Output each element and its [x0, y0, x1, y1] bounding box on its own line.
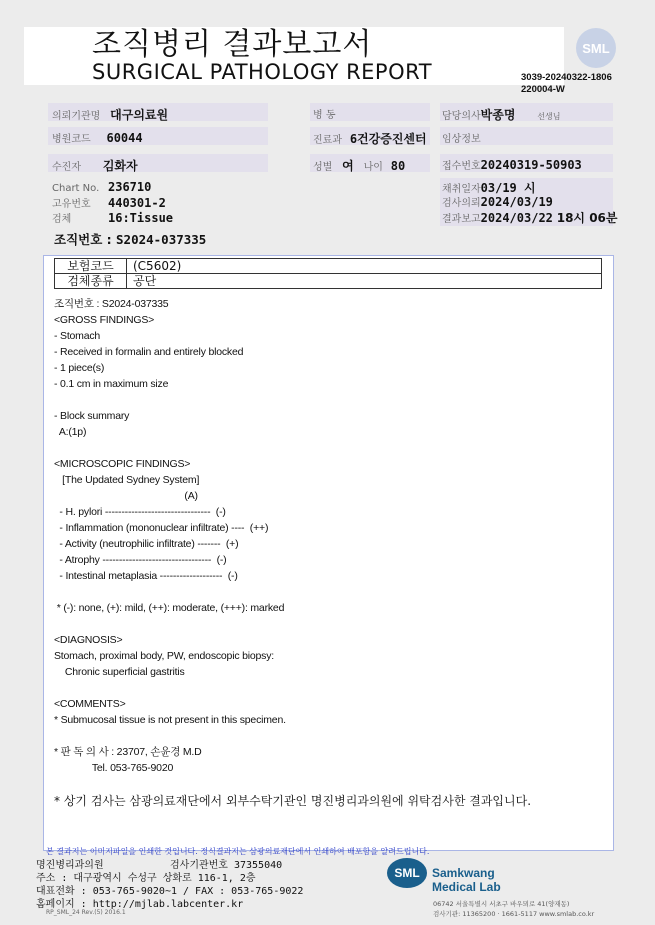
receipt-value: 20240319-50903 — [480, 158, 582, 172]
insurance-code-label: 보험코드 — [55, 259, 127, 274]
report-title-english: SURGICAL PATHOLOGY REPORT — [92, 60, 433, 84]
tissue-number: 조직번호 : S2024-037335 — [54, 232, 207, 247]
lab-address: 주소 : 대구광역시 수성구 상화로 116-1, 2층 — [36, 873, 256, 884]
clinical-info-field: 임상정보 — [442, 134, 481, 145]
lab-phone: 대표전화 : 053-765-9020~1 / FAX : 053-765-9022 — [36, 886, 304, 897]
doctor-field: 담당의사박종명 선생님 — [442, 108, 561, 122]
collect-date-field: 채취일자03/19 시 — [442, 181, 536, 195]
document-id: 3039-20240322-1806 220004-W — [521, 72, 612, 95]
chart-no-field: Chart No. 236710 — [52, 180, 152, 194]
patient-name-field: 수진자 김화자 — [52, 159, 138, 173]
report-title-korean: 조직병리 결과보고서 — [92, 27, 373, 62]
form-code: RP_SML_24 Rev.(5) 2016.1 — [46, 909, 126, 916]
unique-no-field: 고유번호 440301-2 — [52, 196, 166, 210]
print-warning: 본 결과지는 이미지파일을 인쇄한 것입니다. 정식결과지는 삼광의료재단에서 인쇄하여 배포함을 알려드립니다. — [46, 847, 430, 856]
insurance-table — [54, 258, 602, 289]
report-body: 조직번호 : S2024-037335 <GROSS FINDINGS> - Stomach - Received in formalin and entirely blocked - 1 piece(s) - 0.1 cm in maximum size - Block summary A:(1p) <MICROSCOPIC FINDINGS> [The Updated Sydney System] (A) - H. pylori -------------------------------- (-) - Inflammation (mononuclear infiltrate) ---- (++) - Activity (neutrophilic infiltrate) ------- (+) - Atrophy --------------------------------- (-) - Intestinal metaplasia ------------------- (-) * (-): none, (+): mild, (++): moderate, (+++): marked <DIAGNOSIS> Stomach, proximal body, PW, endoscopic biopsy: Chronic superficial gastritis <COMMENTS> * Submucosal tissue is not present in this specimen. * 판 독 의 사 : 23707, 손윤경 M.D Tel. 053-765-9020 — [54, 298, 286, 774]
report-panel — [43, 255, 614, 851]
sml-logo-bottom: SML — [387, 858, 427, 888]
brand-contact: 검사기관: 11365200 · 1661-5117 www.smlab.co.kr — [433, 910, 595, 918]
report-date-field: 결과보고2024/03/22 18시 06분 — [442, 211, 618, 225]
brand-address: 06742 서울특별시 서초구 바우뫼로 41(양재동) — [433, 900, 570, 908]
institution-value: 대구의료원 — [110, 108, 169, 122]
insurance-code-value: (C5602) — [127, 259, 602, 274]
exam-date-field: 검사의뢰2024/03/19 — [442, 195, 553, 209]
ward-field: 병 동 — [313, 110, 336, 121]
lab-homepage: 홈페이지 : http://mjlab.labcenter.kr — [36, 899, 244, 910]
specimen-type-value: 공단 — [127, 274, 602, 289]
receipt-field: 접수번호20240319-50903 — [442, 158, 582, 172]
specimen-type-label: 검체종류 — [55, 274, 127, 289]
doctor-value: 박종명 — [480, 108, 516, 122]
samkwang-brand: Samkwang Medical Lab — [432, 866, 501, 894]
lab-name: 명진병리과의원 — [36, 860, 104, 871]
patient-name-value: 김화자 — [102, 159, 138, 173]
outsourcing-notice: * 상기 검사는 삼광의료재단에서 외부수탁기관인 명진병리과의원에 위탁검사한 결과입니다. — [54, 794, 532, 808]
sml-logo: SML — [576, 28, 616, 68]
sex-age-field: 성별 여 나이 80 — [313, 159, 406, 173]
specimen-field: 검체 16:Tissue — [52, 211, 174, 225]
department-field: 진료과 6건강증진센터 — [313, 132, 427, 146]
department-value: 6건강증진센터 — [349, 132, 427, 146]
hospital-code-value: 60044 — [106, 131, 143, 145]
lab-number: 검사기관번호 37355040 — [170, 860, 283, 871]
institution-field: 의뢰기관명 대구의료원 — [52, 108, 169, 122]
hospital-code-field: 병원코드 60044 — [52, 131, 143, 145]
